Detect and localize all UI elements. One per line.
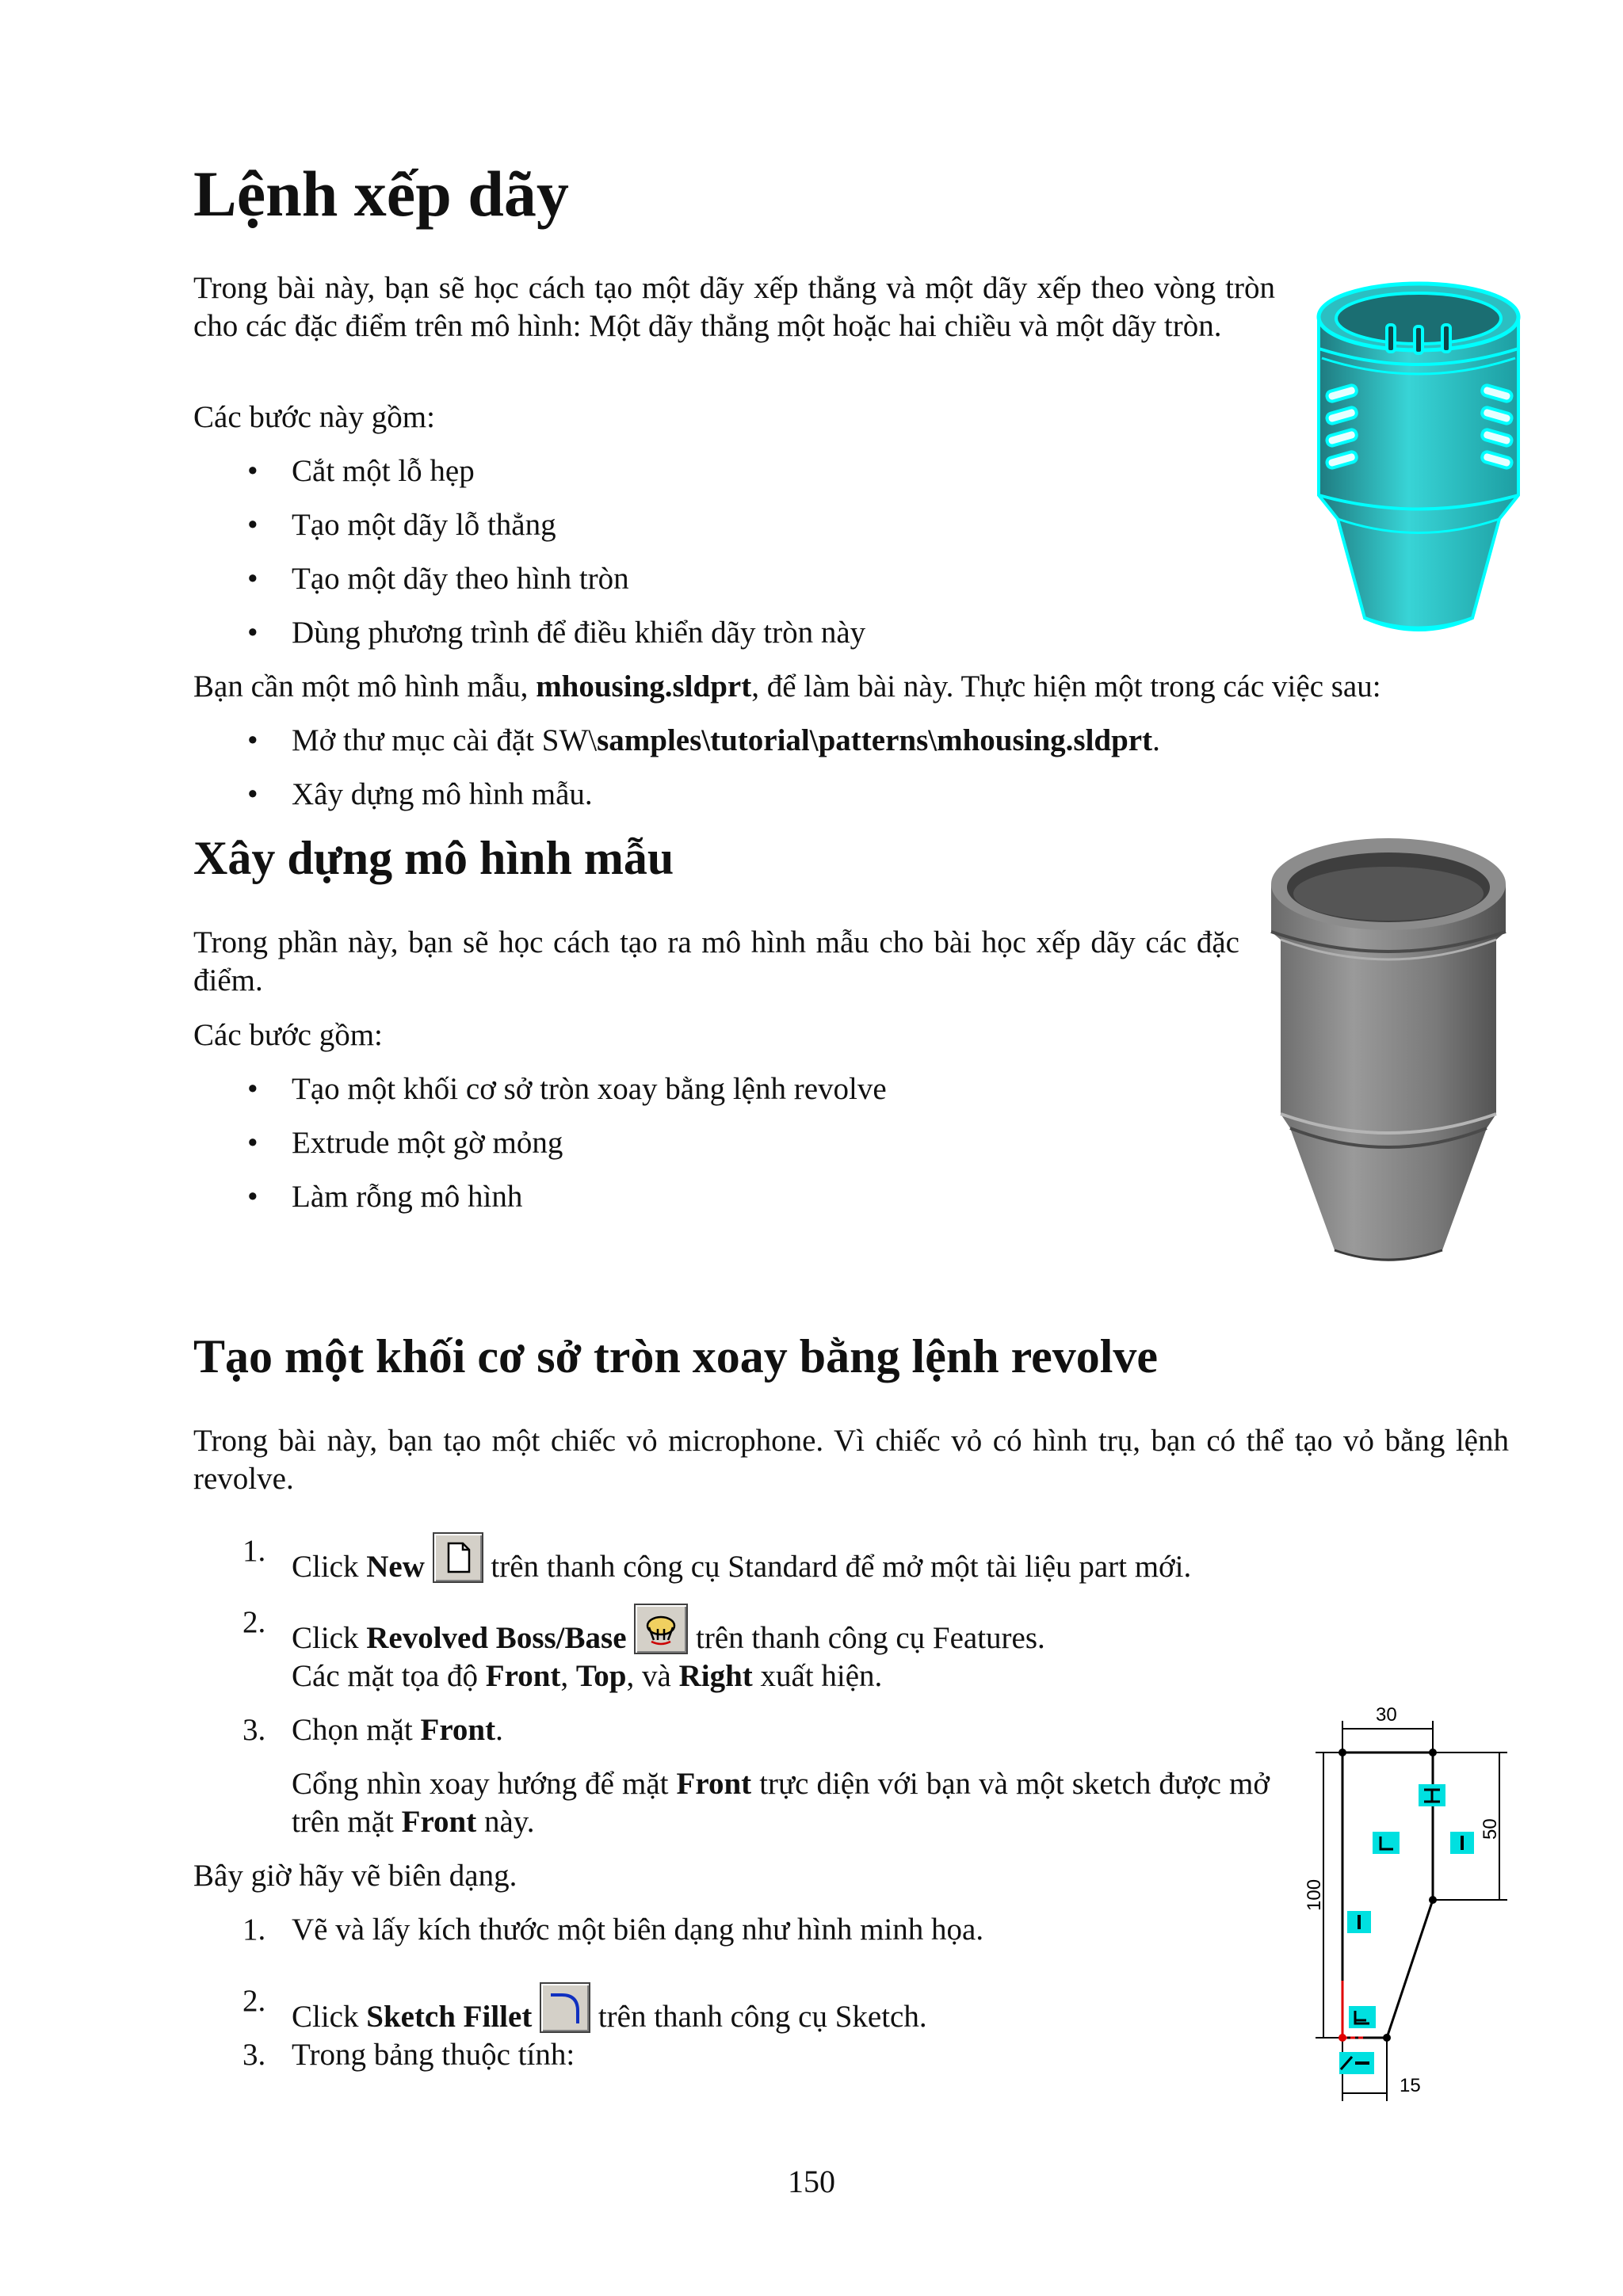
list-item-text: Tạo một dãy lỗ thẳng <box>292 508 556 542</box>
list-item <box>247 1178 523 1216</box>
list-item <box>247 506 556 544</box>
front-plane-label: Front <box>485 1659 561 1693</box>
new-label: New <box>366 1550 425 1584</box>
step-text-end: trên thanh công cụ Sketch. <box>598 2000 927 2034</box>
front-plane-label: Front <box>676 1767 752 1801</box>
note-text: trực diện với bạn và một sketch được mở trên mặt <box>292 1767 1270 1839</box>
section1-intro: Trong phần này, bạn sẽ học cách tạo ra mô hình mẫu cho bài học xếp dãy các đặc điểm. <box>193 925 1239 997</box>
draw-intro: Bây giờ hãy vẽ biên dạng. <box>193 1859 517 1893</box>
note-separator: , và <box>626 1659 679 1693</box>
list-item-text: Extrude một gờ mỏng <box>292 1126 563 1160</box>
intro-paragraph: Trong bài này, bạn sẽ học cách tạo một dãy xếp thẳng và một dãy xếp theo vòng tròn cho các đặc điểm trên mô hình: Một dãy thẳng một hoặc hai chiều và một dãy tròn. <box>193 271 1275 343</box>
dim-top: 30 <box>1376 1704 1397 1726</box>
section-heading: Xây dựng mô hình mẫu <box>193 832 674 884</box>
list-item-text: Tạo một khối cơ sở tròn xoay bằng lệnh revolve <box>292 1072 887 1106</box>
note-text-end: xuất hiện. <box>752 1659 883 1693</box>
list-item <box>247 560 629 598</box>
list-item <box>247 614 866 652</box>
bullet: • <box>247 723 258 757</box>
step-number: 2. <box>242 1605 266 1639</box>
steps-intro: Các bước này gồm: <box>193 400 435 434</box>
bullet: • <box>247 454 258 488</box>
step-item <box>242 2036 575 2074</box>
bullet: • <box>247 1180 258 1214</box>
step-text-end: trên thanh công cụ Features. <box>696 1621 1045 1655</box>
step-number: 3. <box>242 1713 266 1747</box>
note-text: Các mặt tọa độ <box>292 1659 486 1693</box>
step3-note <box>292 1765 1270 1841</box>
section2-intro: Trong bài này, bạn tạo một chiếc vỏ microphone. Vì chiếc vỏ có hình trụ, bạn có thể tạo vỏ bằng lệnh revolve. <box>193 1424 1509 1496</box>
step-item <box>242 1982 927 2036</box>
list-item-text: Tạo một dãy theo hình tròn <box>292 562 629 596</box>
step-number: 2. <box>242 1984 266 2018</box>
list-item-text: Cắt một lỗ hẹp <box>292 454 475 488</box>
sketch-fillet-label: Sketch Fillet <box>366 2000 533 2034</box>
bullet: • <box>247 508 258 542</box>
note-text-end: này. <box>476 1805 535 1839</box>
list-item-text: Làm rỗng mô hình <box>292 1180 523 1214</box>
model-file-name: mhousing.sldprt <box>536 669 752 704</box>
step-text: Click <box>292 2000 367 2034</box>
list-item <box>247 1070 887 1108</box>
list-item <box>247 776 593 814</box>
list-item <box>247 1124 563 1162</box>
step-number: 1. <box>242 1913 266 1947</box>
list-item <box>247 452 475 490</box>
dim-left: 100 <box>1304 1878 1325 1911</box>
list-item-text: Dùng phương trình để điều khiển dãy tròn này <box>292 616 866 650</box>
bullet: • <box>247 616 258 650</box>
bullet: • <box>247 1126 258 1160</box>
note-separator: , <box>560 1659 576 1693</box>
step-number: 1. <box>242 1534 266 1568</box>
revolved-boss-label: Revolved Boss/Base <box>366 1621 627 1655</box>
revolved-boss-base-icon[interactable] <box>634 1604 688 1654</box>
page-title: Lệnh xếp dãy <box>193 158 569 230</box>
base-model-image <box>1263 829 1514 1272</box>
open-folder-text: Mở thư mục cài đặt SW\ <box>292 723 598 757</box>
section1-steps-intro: Các bước gồm: <box>193 1018 383 1052</box>
sketch-fillet-icon[interactable] <box>540 1982 590 2033</box>
step2-note <box>292 1657 882 1695</box>
profile-sketch-image <box>1292 1703 1522 2115</box>
bullet: • <box>247 1072 258 1106</box>
patterned-housing-image <box>1300 269 1537 642</box>
bullet: • <box>247 562 258 596</box>
step-item <box>242 1532 1192 1586</box>
step-text: Trong bảng thuộc tính: <box>292 2038 575 2072</box>
list-item-text: Xây dựng mô hình mẫu. <box>292 777 593 811</box>
need-model-paragraph <box>193 668 1541 706</box>
open-folder-end: . <box>1152 723 1160 757</box>
dim-right: 50 <box>1480 1818 1501 1840</box>
open-folder-path: samples\tutorial\patterns\mhousing.sldprt <box>597 723 1153 757</box>
section-heading: Tạo một khối cơ sở tròn xoay bằng lệnh revolve <box>193 1330 1159 1383</box>
need-model-text-end: , để làm bài này. Thực hiện một trong các việc sau: <box>751 669 1381 704</box>
step-text: Vẽ và lấy kích thước một biên dạng như hình minh họa. <box>292 1913 984 1947</box>
top-plane-label: Top <box>575 1659 627 1693</box>
need-model-text: Bạn cần một mô hình mẫu, <box>193 669 537 704</box>
front-plane-label: Front <box>420 1713 496 1747</box>
step-number: 3. <box>242 2038 266 2072</box>
bullet: • <box>247 777 258 811</box>
step-item <box>242 1711 503 1749</box>
step-text: Click <box>292 1621 367 1655</box>
dim-bottom: 15 <box>1400 2075 1421 2096</box>
page-number: 150 <box>788 2164 835 2199</box>
new-document-icon[interactable] <box>433 1532 483 1583</box>
step-text-end: trên thanh công cụ Standard để mở một tài liệu part mới. <box>483 1550 1192 1584</box>
step-text: Chọn mặt <box>292 1713 421 1747</box>
step-item <box>242 1911 984 1949</box>
step-text: Click <box>292 1550 367 1584</box>
step-item <box>242 1604 1045 1657</box>
note-text: Cổng nhìn xoay hướng để mặt <box>292 1767 677 1801</box>
front-plane-label: Front <box>401 1805 477 1839</box>
step-text-end: . <box>495 1713 503 1747</box>
right-plane-label: Right <box>678 1659 753 1693</box>
list-item <box>247 722 1160 760</box>
